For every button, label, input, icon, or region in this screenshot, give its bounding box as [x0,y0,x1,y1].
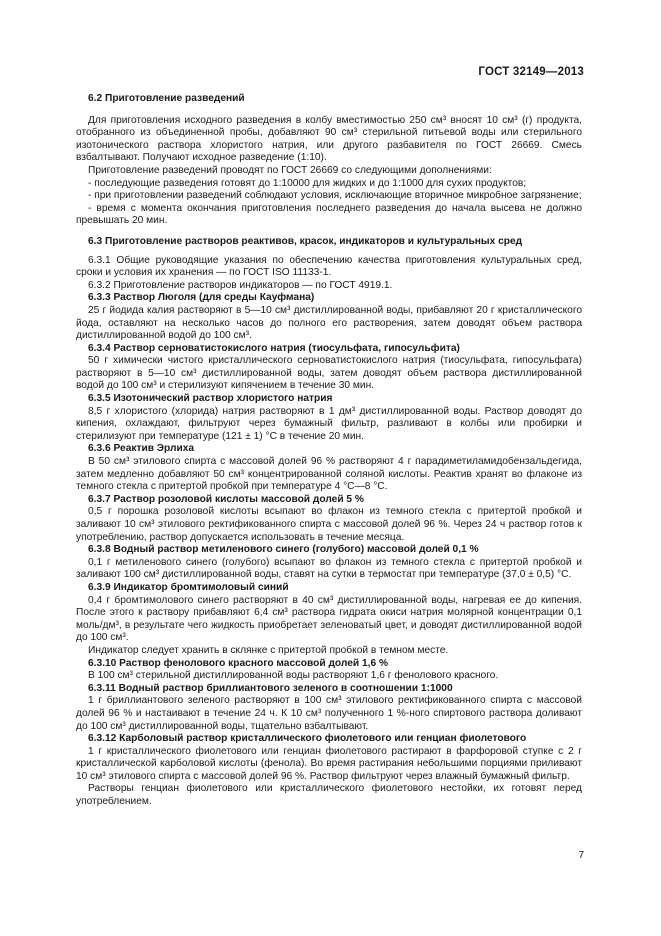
paragraph: Индикатор следует хранить в склянке с притертой пробкой в темном месте. [88,644,449,656]
paragraph: 1 г кристаллического фиолетового или генциан фиолетового растирают в фарфоровой ступке с 2 г кристаллической карболовой кислоты (фенола). Во время растирания небольшими порциями приливают 10 см³ этилового спирта с массовой долей 96 %. Раствор фильтруют через влажный бумажный фильтр. [76,745,582,782]
paragraph: Растворы генциан фиолетового или кристаллического фиолетового нестойки, их готовят перед употреблением. [76,783,582,808]
document-number: ГОСТ 32149—2013 [478,66,584,78]
paragraph: Для приготовления исходного разведения в колбу вместимостью 250 см³ вносят 10 см³ (г) продукта, отобранного из объединенной пробы, добавляют 90 см³ стерильной питьевой воды или стерильного изотонического раствора хлористого натрия, или другого разбавителя по ГОСТ 26669. Смесь взбалтывают. Получают исходное разведение (1:10). [76,114,582,164]
section-heading-6-3: 6.3 Приготовление растворов реактивов, красок, индикаторов и культуральных сред [88,235,523,247]
section-heading-6-2: 6.2 Приготовление разведений [88,93,245,104]
paragraph: 50 г химически чистого кристаллического серноватистокислого натрия (тиосульфата, гипосульфата) растворяют в 5—10 см³ дистиллированной воды, затем доводят объем раствора дистиллированной водой до 100 см³ и стерилизуют кипячением в течение 30 мин. [76,355,582,392]
subsection-heading: 6.3.7 Раствор розоловой кислоты массовой долей 5 % [88,493,364,505]
subsection-heading: 6.3.11 Водный раствор бриллиантового зеленого в соотношении 1:1000 [88,682,453,694]
subsection-heading: 6.3.10 Раствор фенолового красного массовой долей 1,6 % [88,657,389,669]
list-item: - время с момента окончания приготовления последнего разведения до начала высева не должно превышать 20 мин. [76,202,582,227]
subsection-heading: 6.3.4 Раствор серноватистокислого натрия (тиосульфата, гипосульфита) [88,342,460,354]
subsection-heading: 6.3.8 Водный раствор метиленового синего (голубого) массовой долей 0,1 % [88,544,479,556]
paragraph: 0,1 г метиленового синего (голубого) всыпают во флакон из темного стекла с притертой пробкой и заливают 100 см³ дистиллированной воды, ставят на сутки в термостат при температуре (37,0 ± 0,5) °С. [76,556,582,581]
paragraph: 0,5 г порошка розоловой кислоты всыпают во флакон из темного стекла с притертой пробкой и заливают 10 см³ этилового ректификованного спирта с массовой долей 96 %. Через 24 ч раствор готов к употреблению, раствор допускается использовать в течение месяца. [76,506,582,543]
paragraph: В 50 см³ этилового спирта с массовой долей 96 % растворяют 4 г парадиметиламидобензальдегида, затем медленно добавляют 50 см³ концентрированной соляной кислоты. Реактив хранят во флаконе из темного стекла с притертой пробкой при температуре 4 °С—8 °С. [76,456,582,493]
subsection-heading: 6.3.5 Изотонический раствор хлористого натрия [88,393,333,405]
paragraph: 6.3.1 Общие руководящие указания по обеспечению качества приготовления культуральных сред, сроки и условия их хранения — по ГОСТ ISO 11133-1. [76,254,582,279]
paragraph: 6.3.2 Приготовление растворов индикаторов — по ГОСТ 4919.1. [88,279,393,291]
paragraph: 1 г бриллиантового зеленого растворяют в 100 см³ этилового ректификованного спирта с массовой долей 96 % и настаивают в течение 24 ч. К 10 см³ полученного 1 %-ного спиртового раствора доливают до 100 см³ дистиллированной воды, тщательно взбалтывают. [76,695,582,732]
page-number: 7 [578,850,584,861]
paragraph: Приготовление разведений проводят по ГОСТ 26669 со следующими дополнениями: [88,164,492,176]
list-item: - при приготовлении разведений соблюдают условия, исключающие вторичное микробное загрязнение; [88,190,582,202]
list-item: - последующие разведения готовят до 1:10000 для жидких и до 1:1000 для сухих продуктов; [88,177,527,189]
subsection-heading: 6.3.3 Раствор Люголя (для среды Кауфмана) [88,292,315,304]
document-body [76,93,582,809]
subsection-heading: 6.3.6 Реактив Эрлиха [88,443,195,455]
paragraph: 8,5 г хлористого (хлорида) натрия растворяют в 1 дм³ дистиллированной воды. Раствор доводят до кипения, охлаждают, фильтруют через бумажный фильтр, разливают в колбы или пробирки и стерилизуют при температуре (121 ± 1) °С в течение 20 мин. [76,405,582,442]
paragraph: 0,4 г бромтимолового синего растворяют в 40 см³ дистиллированной воды, нагревая ее до кипения. После этого к раствору прибавляют 6,4 см³ раствора гидрата окиси натрия молярной концентрации 0,1 моль/дм³, в результате чего жидкость приобретает зеленоватый цвет, и доводят дистиллированной водой до 100 см³. [76,594,582,644]
paragraph: В 100 см³ стерильной дистиллированной воды растворяют 1,6 г фенолового красного. [88,670,499,682]
paragraph: 25 г йодида калия растворяют в 5—10 см³ дистиллированной воды, прибавляют 20 г кристаллического йода, оставляют на несколько часов до полного его растворения, затем доводят объем раствора дистиллированной водой до 100 см³. [76,304,582,342]
subsection-heading: 6.3.12 Карболовый раствор кристаллического фиолетового или генциан фиолетового [88,733,527,745]
subsection-heading: 6.3.9 Индикатор бромтимоловый синий [88,581,289,593]
